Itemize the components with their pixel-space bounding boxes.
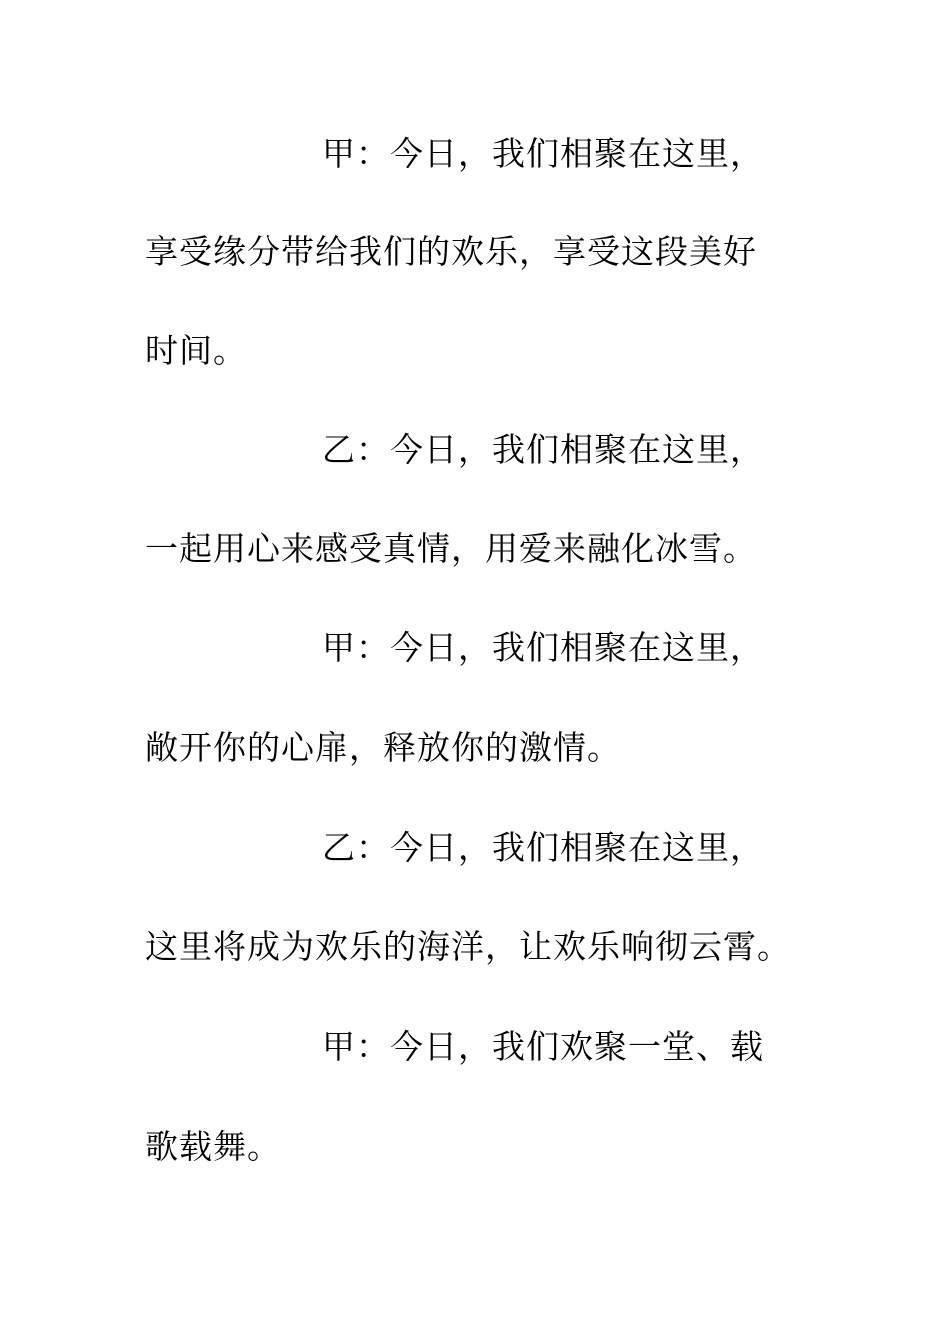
dialogue-line-yi-1: 乙：今日，我们相聚在这里， [322, 430, 764, 469]
dialogue-line-jia-2: 甲：今日，我们相聚在这里， [322, 628, 764, 667]
dialogue-continuation-1: 享受缘分带给我们的欢乐，享受这段美好 [145, 232, 757, 271]
dialogue-continuation-3: 一起用心来感受真情，用爱来融化冰雪。 [145, 529, 757, 568]
dialogue-continuation-4: 敞开你的心扉，释放你的激情。 [145, 728, 621, 767]
dialogue-line-jia-1: 甲：今日，我们相聚在这里， [322, 134, 764, 173]
dialogue-continuation-6: 歌载舞。 [145, 1127, 281, 1166]
dialogue-line-jia-3: 甲：今日，我们欢聚一堂、载 [322, 1027, 764, 1066]
dialogue-line-yi-2: 乙：今日，我们相聚在这里， [322, 828, 764, 867]
dialogue-continuation-2: 时间。 [145, 331, 247, 370]
dialogue-continuation-5: 这里将成为欢乐的海洋，让欢乐响彻云霄。 [145, 927, 791, 966]
